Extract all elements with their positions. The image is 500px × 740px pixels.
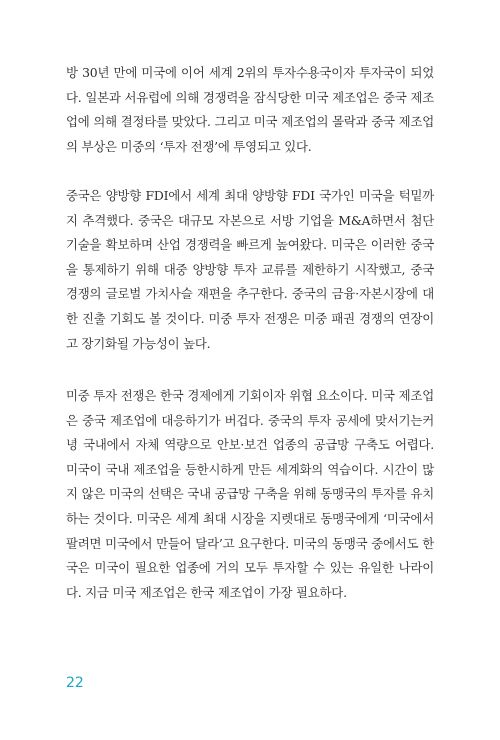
page-number: 22: [66, 675, 84, 691]
body-paragraph-3: 미중 투자 전쟁은 한국 경제에게 기회이자 위협 요소이다. 미국 제조업은 중국 제조업에 대응하기가 버겁다. 중국의 투자 공세에 맞서기는커녕 국내에서 자체 역량으로 안보·보건 업종의 공급망 구축도 어렵다. 미국이 국내 제조업을 등한시하게 만든 세계화의 역습이다. 시간이 많지 않은 미국의 선택은 국내 공급망 구축을 위해 동맹국의 투자를 유치하는 것이다. 미국은 세계 최대 시장을 지렛대로 동맹국에게 ‘미국에서 팔려면 미국에서 만들어 달라’고 요구한다. 미국의 동맹국 중에서도 한국은 미국이 필요한 업종에 거의 모두 투자할 수 있는 유일한 나라이다. 지금 미국 제조업은 한국 제조업이 가장 필요하다.: [66, 388, 434, 600]
body-paragraph-1: 방 30년 만에 미국에 이어 세계 2위의 투자수용국이자 투자국이 되었다. 일본과 서유럽에 의해 경쟁력을 잠식당한 미국 제조업은 중국 제조업에 의해 결정타를 맞았다. 그리고 미국 제조업의 몰락과 중국 제조업의 부상은 미중의 ‘투자 전쟁’에 투영되고 있다.: [66, 65, 434, 154]
body-paragraph-2: 중국은 양방향 FDI에서 세계 최대 양방향 FDI 국가인 미국을 턱밑까지 추격했다. 중국은 대규모 자본으로 서방 기업을 M&A하면서 첨단 기술을 확보하며 산업 경쟁력을 빠르게 높여왔다. 미국은 이러한 중국을 통제하기 위해 대중 양방향 투자 교류를 제한하기 시작했고, 중국 경쟁의 글로벌 가치사슬 재편을 추구한다. 중국의 금융·자본시장에 대한 진출 기회도 볼 것이다. 미중 투자 전쟁은 미중 패권 경쟁의 연장이고 장기화될 가능성이 높다.: [66, 188, 434, 351]
